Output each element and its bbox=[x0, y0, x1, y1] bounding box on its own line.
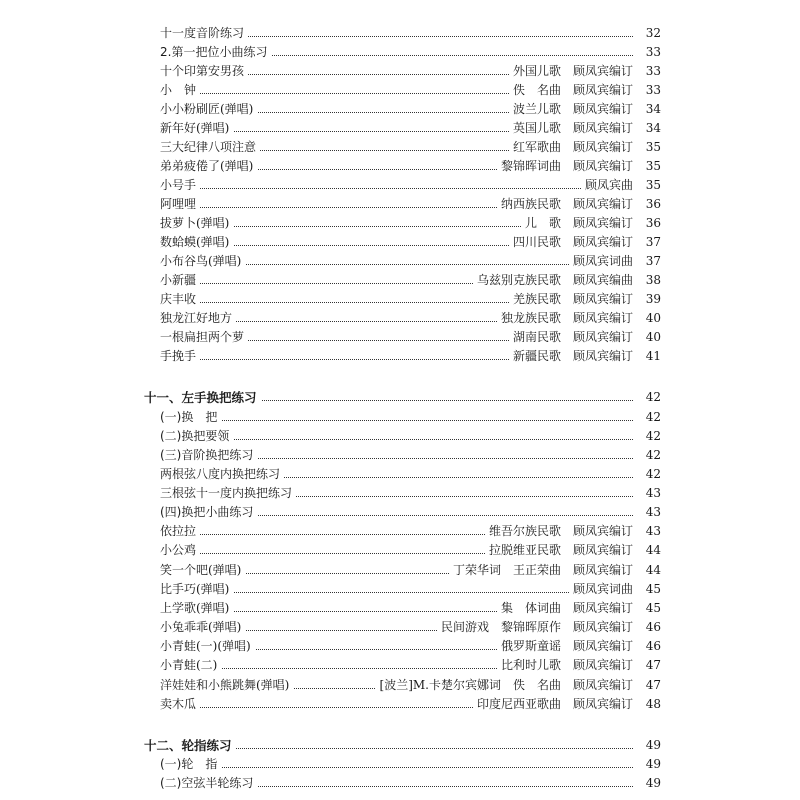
toc-entry-title: 卖木瓜 bbox=[160, 695, 200, 714]
toc-section-heading bbox=[144, 736, 661, 755]
toc-entry-title: 新年好(弹唱) bbox=[160, 119, 233, 138]
toc-entry-credit: 拉脱维亚民歌 顾凤宾编订 bbox=[485, 541, 633, 560]
toc-entry-page-number: 37 bbox=[645, 235, 661, 249]
toc-entry-credit: 印度尼西亚歌曲 顾凤宾编订 bbox=[473, 695, 633, 714]
toc-entry-title: 小布谷鸟(弹唱) bbox=[160, 252, 245, 271]
toc-entry-page-number: 33 bbox=[645, 64, 661, 78]
toc-entry bbox=[160, 119, 661, 138]
toc-entry-title: 十一度音阶练习 bbox=[160, 24, 248, 43]
toc-entry bbox=[160, 695, 661, 714]
toc-entry bbox=[160, 618, 661, 637]
toc-entry-credit: 顾凤宾词曲 bbox=[569, 580, 633, 599]
toc-entry-credit: 丁荣华词 王正荣曲 顾凤宾编订 bbox=[449, 561, 633, 580]
dot-leader bbox=[160, 767, 633, 768]
toc-entry-title: 三大纪律八项注意 bbox=[160, 138, 260, 157]
toc-entry bbox=[160, 138, 661, 157]
toc-entry-page-number: 49 bbox=[645, 757, 661, 771]
toc-entry-page-number: 39 bbox=[645, 292, 661, 306]
toc-entry-title: 依拉拉 bbox=[160, 522, 200, 541]
toc-entry-title: 2.第一把位小曲练习 bbox=[160, 43, 271, 62]
toc-entry-title: 手挽手 bbox=[160, 347, 200, 366]
toc-entry-title: (四)换把小曲练习 bbox=[160, 503, 257, 522]
toc-entry bbox=[160, 446, 661, 465]
toc-entry-credit: 新疆民歌 顾凤宾编订 bbox=[509, 347, 633, 366]
toc-entry-credit: 顾凤宾曲 bbox=[581, 176, 633, 195]
toc-entry-credit: 羌族民歌 顾凤宾编订 bbox=[509, 290, 633, 309]
toc-entry-credit: 波兰儿歌 顾凤宾编订 bbox=[509, 100, 633, 119]
toc-entry-page-number: 44 bbox=[645, 543, 661, 557]
toc-entry bbox=[160, 24, 661, 43]
toc-entry-title: 十二、轮指练习 bbox=[144, 736, 236, 755]
toc-entry bbox=[160, 347, 661, 366]
toc-entry-page-number: 42 bbox=[645, 448, 661, 462]
toc-entry-credit: 佚 名曲 顾凤宾编订 bbox=[509, 81, 633, 100]
toc-entry-title: 弟弟疲倦了(弹唱) bbox=[160, 157, 257, 176]
toc-entry bbox=[160, 427, 661, 446]
toc-entry-credit: 集 体词曲 顾凤宾编订 bbox=[497, 599, 633, 618]
toc-entry-page-number: 42 bbox=[645, 390, 661, 404]
toc-entry-title: 十一、左手换把练习 bbox=[144, 388, 261, 407]
toc-entry-title: 小青蛙(二) bbox=[160, 656, 221, 675]
toc-entry-title: 小公鸡 bbox=[160, 541, 200, 560]
toc-entry-credit: 四川民歌 顾凤宾编订 bbox=[509, 233, 633, 252]
toc-entry bbox=[160, 465, 661, 484]
toc-entry-title: 三根弦十一度内换把练习 bbox=[160, 484, 296, 503]
dot-leader bbox=[160, 420, 633, 421]
toc-section-heading bbox=[144, 388, 661, 407]
toc-entry bbox=[160, 580, 661, 599]
toc-entry bbox=[160, 637, 661, 656]
toc-entry bbox=[160, 755, 661, 774]
toc-entry-credit: 黎锦晖词曲 顾凤宾编订 bbox=[497, 157, 633, 176]
toc-entry-page-number: 40 bbox=[645, 311, 661, 325]
toc-entry bbox=[160, 484, 661, 503]
toc-entry bbox=[160, 599, 661, 618]
toc-entry-title: 一根扁担两个萝 bbox=[160, 328, 248, 347]
toc-entry-title: 小 钟 bbox=[160, 81, 200, 100]
toc-entry-page-number: 43 bbox=[645, 505, 661, 519]
toc-entry-page-number: 35 bbox=[645, 178, 661, 192]
toc-entry-page-number: 42 bbox=[645, 410, 661, 424]
toc-entry-page-number: 45 bbox=[645, 582, 661, 596]
toc-entry-page-number: 35 bbox=[645, 140, 661, 154]
toc-entry bbox=[160, 290, 661, 309]
toc-entry-credit: 红军歌曲 顾凤宾编订 bbox=[509, 138, 633, 157]
toc-entry-page-number: 41 bbox=[645, 349, 661, 363]
toc-entry-title: 小新疆 bbox=[160, 271, 200, 290]
toc-entry-title: 十个印第安男孩 bbox=[160, 62, 248, 81]
toc-entry-title: 笑一个吧(弹唱) bbox=[160, 561, 245, 580]
toc-entry-page-number: 44 bbox=[645, 563, 661, 577]
toc-entry bbox=[160, 214, 661, 233]
toc-entry bbox=[160, 43, 661, 62]
toc-entry-credit: 俄罗斯童谣 顾凤宾编订 bbox=[497, 637, 633, 656]
toc-entry-page-number: 40 bbox=[645, 330, 661, 344]
toc-entry-credit: 乌兹别克族民歌 顾凤宾编曲 bbox=[473, 271, 633, 290]
toc-entry-title: 拔萝卜(弹唱) bbox=[160, 214, 233, 233]
toc-entry-page-number: 34 bbox=[645, 102, 661, 116]
toc-entry bbox=[160, 81, 661, 100]
toc-entry bbox=[160, 522, 661, 541]
toc-entry-title: 洋娃娃和小熊跳舞(弹唱) bbox=[160, 676, 293, 695]
toc-entry-page-number: 33 bbox=[645, 45, 661, 59]
toc-entry bbox=[160, 195, 661, 214]
toc-entry-credit: 民间游戏 黎锦晖原作 顾凤宾编订 bbox=[437, 618, 633, 637]
toc-entry-title: 比手巧(弹唱) bbox=[160, 580, 233, 599]
toc-entry-page-number: 33 bbox=[645, 83, 661, 97]
toc-entry bbox=[160, 309, 661, 328]
toc-entry-page-number: 43 bbox=[645, 486, 661, 500]
toc-entry-page-number: 46 bbox=[645, 620, 661, 634]
toc-entry-page-number: 42 bbox=[645, 467, 661, 481]
toc-entry-page-number: 36 bbox=[645, 216, 661, 230]
toc-entry bbox=[160, 176, 661, 195]
toc-entry bbox=[160, 541, 661, 560]
toc-entry-title: 两根弦八度内换把练习 bbox=[160, 465, 284, 484]
toc-entry-page-number: 47 bbox=[645, 658, 661, 672]
toc-entry bbox=[160, 503, 661, 522]
toc-entry-title: 数蛤蟆(弹唱) bbox=[160, 233, 233, 252]
toc-entry-credit: 顾凤宾词曲 bbox=[569, 252, 633, 271]
toc-entry-credit: 湖南民歌 顾凤宾编订 bbox=[509, 328, 633, 347]
toc-entry-credit: [波兰]M.卡楚尔宾娜词 佚 名曲 顾凤宾编订 bbox=[376, 676, 633, 695]
toc-entry-title: (二)换把要领 bbox=[160, 427, 233, 446]
toc-entry bbox=[160, 656, 661, 675]
toc-entry bbox=[160, 328, 661, 347]
dot-leader bbox=[160, 188, 633, 189]
toc-entry-page-number: 32 bbox=[645, 26, 661, 40]
toc-entry-title: (二)空弦半轮练习 bbox=[160, 774, 257, 793]
toc-entry-page-number: 49 bbox=[645, 738, 661, 752]
toc-entry-page-number: 43 bbox=[645, 524, 661, 538]
toc-entry-page-number: 47 bbox=[645, 678, 661, 692]
toc-entry-page-number: 37 bbox=[645, 254, 661, 268]
toc-entry-page-number: 38 bbox=[645, 273, 661, 287]
toc-entry-page-number: 45 bbox=[645, 601, 661, 615]
toc-entry-credit: 儿 歌 顾凤宾编订 bbox=[521, 214, 633, 233]
toc-entry-title: 小兔乖乖(弹唱) bbox=[160, 618, 245, 637]
toc-entry-title: 小号手 bbox=[160, 176, 200, 195]
toc-entry bbox=[160, 252, 661, 271]
toc-entry-title: (三)音阶换把练习 bbox=[160, 446, 257, 465]
toc-entry-credit: 独龙族民歌 顾凤宾编订 bbox=[497, 309, 633, 328]
toc-entry bbox=[160, 561, 661, 580]
toc-entry bbox=[160, 676, 661, 695]
toc-entry-title: 庆丰收 bbox=[160, 290, 200, 309]
toc-entry bbox=[160, 100, 661, 119]
toc-entry bbox=[160, 271, 661, 290]
toc-entry bbox=[160, 157, 661, 176]
toc-entry-page-number: 42 bbox=[645, 429, 661, 443]
toc-entry-title: 上学歌(弹唱) bbox=[160, 599, 233, 618]
toc-entry-title: 阿哩哩 bbox=[160, 195, 200, 214]
toc-entry-title: 独龙江好地方 bbox=[160, 309, 236, 328]
toc-entry-credit: 外国儿歌 顾凤宾编订 bbox=[509, 62, 633, 81]
toc-entry bbox=[160, 408, 661, 427]
toc-entry-page-number: 48 bbox=[645, 697, 661, 711]
toc-entry bbox=[160, 774, 661, 793]
toc-entry-page-number: 35 bbox=[645, 159, 661, 173]
toc-entry-page-number: 46 bbox=[645, 639, 661, 653]
toc-entry-page-number: 49 bbox=[645, 776, 661, 790]
toc-entry-page-number: 36 bbox=[645, 197, 661, 211]
toc-entry-credit: 英国儿歌 顾凤宾编订 bbox=[509, 119, 633, 138]
toc-entry bbox=[160, 62, 661, 81]
toc-entry-credit: 纳西族民歌 顾凤宾编订 bbox=[497, 195, 633, 214]
toc-entry-title: (一)换 把 bbox=[160, 408, 221, 427]
toc-entry-title: (一)轮 指 bbox=[160, 755, 221, 774]
toc-entry-credit: 维吾尔族民歌 顾凤宾编订 bbox=[485, 522, 633, 541]
toc-entry-page-number: 34 bbox=[645, 121, 661, 135]
toc-entry-title: 小青蛙(一)(弹唱) bbox=[160, 637, 255, 656]
toc-entry-credit: 比利时儿歌 顾凤宾编订 bbox=[497, 656, 633, 675]
toc-entry-title: 小小粉刷匠(弹唱) bbox=[160, 100, 257, 119]
toc-entry bbox=[160, 233, 661, 252]
